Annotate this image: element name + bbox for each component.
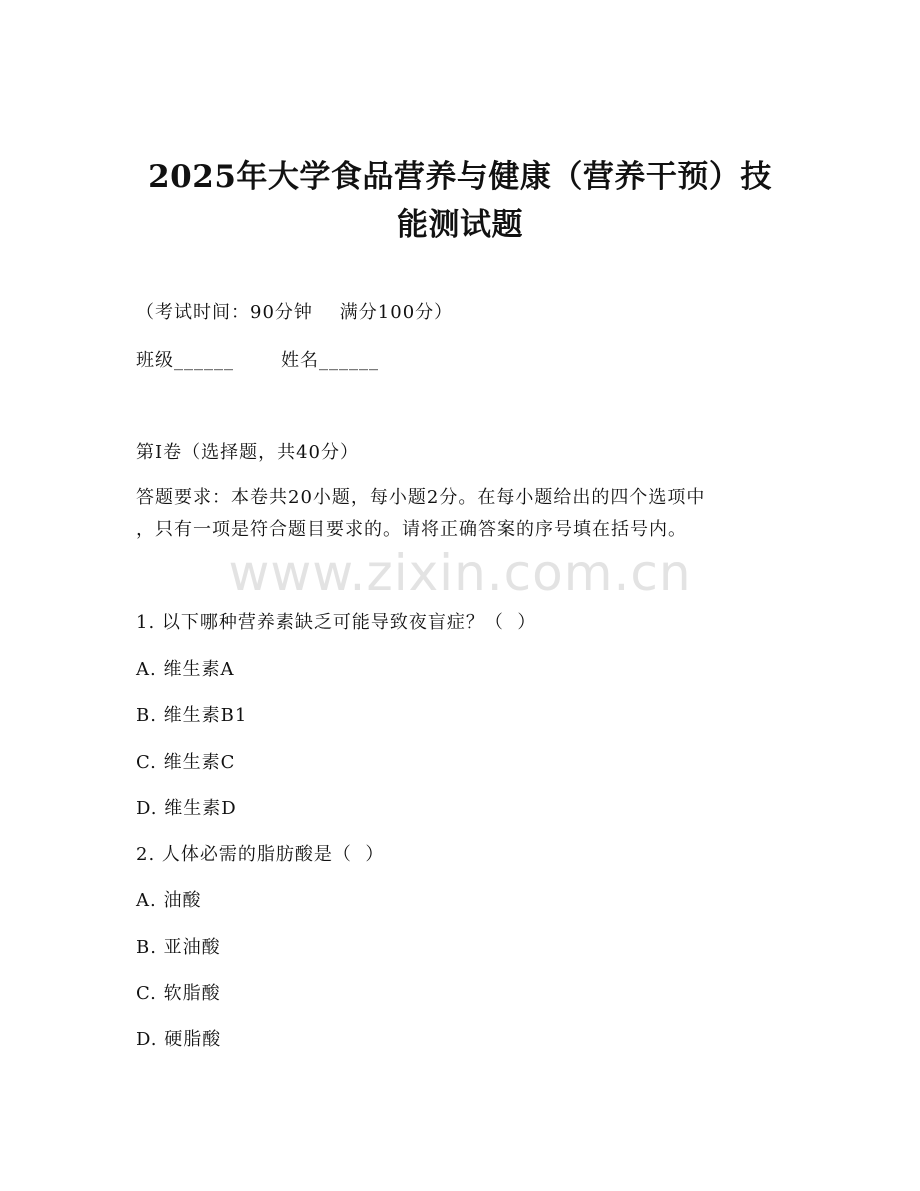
page-title-line-2: 能测试题	[397, 207, 523, 243]
question-2-option-b: B. 亚油酸	[136, 937, 221, 958]
question-2-option-d: D. 硬脂酸	[136, 1029, 222, 1050]
question-1-option-d: D. 维生素D	[136, 798, 237, 819]
section-header: 第I卷（选择题，共40分）	[136, 442, 360, 463]
watermark: www.zixin.com.cn	[228, 544, 692, 602]
question-1-option-a: A. 维生素A	[136, 659, 235, 680]
question-2-stem: 2. 人体必需的脂肪酸是（ ）	[136, 844, 385, 865]
question-1-stem: 1. 以下哪种营养素缺乏可能导致夜盲症？（ ）	[136, 612, 537, 633]
instructions-line-1: 答题要求：本卷共20小题，每小题2分。在每小题给出的四个选项中	[136, 487, 706, 508]
student-fields: 班级______ 姓名______	[136, 350, 380, 371]
question-2-option-a: A. 油酸	[136, 890, 202, 911]
exam-info: （考试时间：90分钟 满分100分）	[136, 302, 454, 323]
question-1-option-c: C. 维生素C	[136, 752, 236, 773]
instructions-line-2: ，只有一项是符合题目要求的。请将正确答案的序号填在括号内。	[136, 519, 687, 540]
question-1-option-b: B. 维生素B1	[136, 705, 248, 726]
page-title-line-1: 2025年大学食品营养与健康（营养干预）技	[148, 159, 772, 195]
question-2-option-c: C. 软脂酸	[136, 983, 221, 1004]
